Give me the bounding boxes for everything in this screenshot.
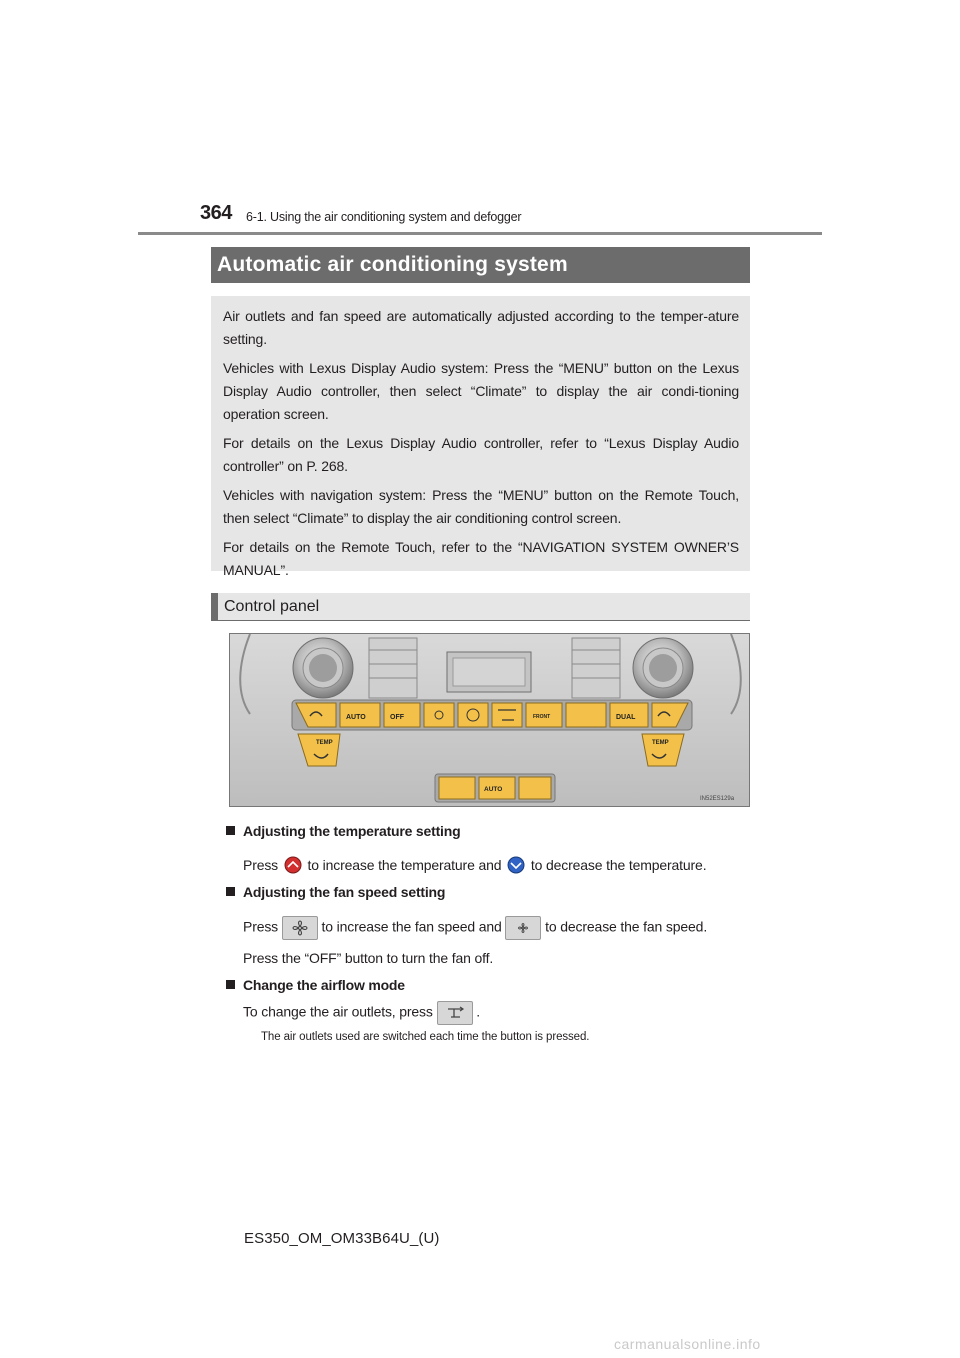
- page-number: 364: [200, 202, 232, 224]
- control-panel-title: Control panel: [211, 593, 750, 621]
- temp-right-key: [642, 734, 684, 766]
- intro-paragraph: For details on the Remote Touch, refer to the “NAVIGATION SYSTEM OWNER’S MANUAL”.: [223, 539, 739, 578]
- temperature-heading: Adjusting the temperature setting: [226, 823, 460, 839]
- left-vent: [369, 638, 417, 698]
- intro-box: [211, 296, 750, 578]
- bullet-square-icon: [226, 887, 235, 896]
- airflow-mode-button-icon: [437, 1001, 473, 1025]
- fan-heading: Adjusting the fan speed setting: [226, 884, 445, 900]
- fan-up-button-icon: [282, 916, 318, 940]
- btn-auto-lower-label: AUTO: [484, 786, 503, 793]
- control-panel-figure: [229, 633, 750, 807]
- right-knob: [633, 638, 693, 698]
- btn-dual-label: DUAL: [616, 714, 636, 721]
- airflow-note: The air outlets used are switched each time the button is pressed.: [261, 1031, 590, 1043]
- temperature-text: Press to increase the temperature and to decrease the temperature.: [243, 856, 706, 877]
- center-display: [447, 652, 531, 692]
- right-vent: [572, 638, 620, 698]
- bullet-square-icon: [226, 826, 235, 835]
- airflow-text: To change the air outlets, press .: [243, 1001, 480, 1025]
- bullet-square-icon: [226, 980, 235, 989]
- intro-paragraph: Vehicles with Lexus Display Audio system: Press the “MENU” button on the Lexus Display Audio controller, then select “Climate” to display the air condi-tioning operation screen.: [223, 360, 739, 422]
- section-title: Automatic air conditioning system: [211, 247, 750, 283]
- btn-front-label: FRONT: [533, 714, 551, 720]
- fan-text: Press to increase the fan speed and to decrease the fan speed.: [243, 916, 707, 940]
- watermark: carmanualsonline.info: [614, 1336, 761, 1352]
- fan-down-button-icon: [505, 916, 541, 940]
- temp-up-icon: [282, 856, 304, 877]
- btn-auto-label: AUTO: [346, 714, 366, 721]
- chapter-title: 6-1. Using the air conditioning system and defogger: [246, 210, 522, 224]
- left-knob: [293, 638, 353, 698]
- temp-right-label: TEMP: [652, 740, 669, 746]
- btn-off-label: OFF: [390, 714, 404, 721]
- airflow-heading: Change the airflow mode: [226, 977, 405, 993]
- fan-off-text: Press the “OFF” button to turn the fan off.: [243, 950, 494, 966]
- intro-paragraph: Air outlets and fan speed are automatically adjusted according to the temper-ature setting.: [223, 308, 739, 347]
- temp-down-icon: [505, 856, 527, 877]
- document-code: ES350_OM_OM33B64U_(U): [244, 1230, 440, 1247]
- figure-code: IN52ES129a: [700, 796, 735, 802]
- header-rule: [138, 232, 822, 235]
- temp-left-label: TEMP: [316, 740, 333, 746]
- intro-paragraph: Vehicles with navigation system: Press the “MENU” button on the Remote Touch, then select “Climate” to display the air conditioning control screen.: [223, 487, 739, 526]
- intro-paragraph: For details on the Lexus Display Audio controller, refer to “Lexus Display Audio controller” on P. 268.: [223, 435, 739, 474]
- control-panel-illustration: [230, 634, 750, 807]
